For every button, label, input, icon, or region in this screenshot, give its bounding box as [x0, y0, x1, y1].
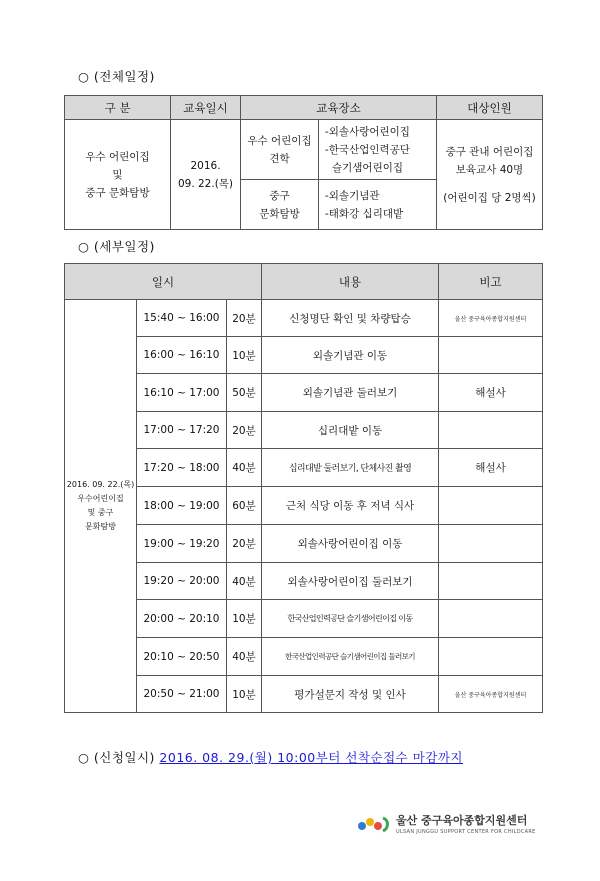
note-cell: 해설사 [439, 374, 543, 412]
apply-label: ○ (신청일시) [78, 750, 155, 765]
center-name: 울산 중구육아종합지원센터 [396, 814, 528, 827]
note-cell [439, 638, 543, 676]
content-cell: 평가설문지 작성 및 인사 [262, 676, 439, 713]
header-content: 내용 [262, 264, 439, 300]
target-line: (어린이집 당 2명씩) [443, 191, 536, 204]
header-place: 교육장소 [241, 96, 437, 120]
category-line: 및 [112, 168, 123, 181]
note-cell: 해설사 [439, 449, 543, 487]
content-cell: 외솔기념관 이동 [262, 337, 439, 374]
content-cell: 십리대밭 둘러보기, 단체사진 촬영 [262, 449, 439, 487]
date-cell [65, 300, 137, 713]
note-cell [439, 525, 543, 563]
center-name-english: ULSAN JUNGGU SUPPORT CENTER FOR CHILDCARE [396, 829, 536, 835]
duration-cell: 20분 [227, 300, 262, 337]
overall-schedule-title: ○ (전체일정) [78, 69, 155, 84]
content-cell: 근처 식당 이동 후 저녁 식사 [262, 487, 439, 525]
detail-schedule-table [64, 263, 543, 713]
note-cell [439, 487, 543, 525]
time-cell: 16:00 ~ 16:10 [137, 337, 227, 374]
content-cell: 외솔기념관 둘러보기 [262, 374, 439, 412]
category-line: 우수 어린이집 [85, 150, 150, 163]
place-label-line: 중구 [269, 189, 290, 202]
apply-period-link[interactable]: 2016. 08. 29.(월) 10:00부터 선착순접수 마감까지 [159, 750, 464, 765]
date-line: 2016. [190, 159, 221, 172]
target-line: 중구 관내 어린이집 [445, 145, 534, 158]
duration-cell: 20분 [227, 525, 262, 563]
place-list-cell [319, 120, 437, 180]
place-item: -한국산업인력공단 [325, 143, 410, 156]
content-cell: 신청명단 확인 및 차량탑승 [262, 300, 439, 337]
date-line: 우수어린이집 [77, 494, 124, 503]
duration-cell: 60분 [227, 487, 262, 525]
place-label-cell [241, 180, 319, 230]
place-label-line: 문화탐방 [259, 207, 300, 220]
date-line: 및 중구 [87, 508, 114, 517]
date-line: 문화탐방 [85, 522, 116, 531]
time-cell: 20:50 ~ 21:00 [137, 676, 227, 713]
target-cell [437, 120, 543, 230]
duration-cell: 10분 [227, 676, 262, 713]
date-line: 2016. 09. 22.(목) [66, 480, 135, 489]
content-cell: 외솔사랑어린이집 둘러보기 [262, 563, 439, 600]
time-cell: 20:10 ~ 20:50 [137, 638, 227, 676]
target-line: 보육교사 40명 [455, 163, 524, 176]
target-line [437, 179, 542, 189]
time-cell: 19:00 ~ 19:20 [137, 525, 227, 563]
duration-cell: 40분 [227, 449, 262, 487]
time-cell: 19:20 ~ 20:00 [137, 563, 227, 600]
note-cell: 울산 중구육아종합지원센터 [439, 676, 543, 713]
duration-cell: 40분 [227, 563, 262, 600]
time-cell: 20:00 ~ 20:10 [137, 600, 227, 638]
footer-logo [356, 812, 536, 835]
time-cell: 16:10 ~ 17:00 [137, 374, 227, 412]
place-list-cell [319, 180, 437, 230]
place-item: -외솔사랑어린이집 [325, 125, 410, 138]
date-cell [171, 120, 241, 230]
duration-cell: 40분 [227, 638, 262, 676]
place-label-line: 견학 [269, 152, 290, 165]
category-line: 중구 문화탐방 [85, 186, 150, 199]
content-cell: 외솔사랑어린이집 이동 [262, 525, 439, 563]
duration-cell: 20분 [227, 412, 262, 449]
header-datetime: 일시 [65, 264, 262, 300]
note-cell [439, 337, 543, 374]
place-item: -태화강 십리대밭 [325, 207, 404, 220]
header-note: 비고 [439, 264, 543, 300]
category-cell [65, 120, 171, 230]
place-label-line: 우수 어린이집 [247, 134, 312, 147]
duration-cell: 10분 [227, 600, 262, 638]
duration-cell: 10분 [227, 337, 262, 374]
content-cell: 한국산업인력공단 슬기샘어린이집 둘러보기 [262, 638, 439, 676]
detail-schedule-title: ○ (세부일정) [78, 239, 155, 254]
content-cell: 십리대밭 이동 [262, 412, 439, 449]
time-cell: 17:20 ~ 18:00 [137, 449, 227, 487]
time-cell: 17:00 ~ 17:20 [137, 412, 227, 449]
duration-cell: 50분 [227, 374, 262, 412]
header-target: 대상인원 [437, 96, 543, 120]
note-cell [439, 412, 543, 449]
content-cell: 한국산업인력공단 슬기샘어린이집 이동 [262, 600, 439, 638]
place-item: -외솔기념관 [325, 189, 380, 202]
note-cell: 울산 중구육아종합지원센터 [439, 300, 543, 337]
overall-schedule-table [64, 95, 543, 230]
place-item: 슬기샘어린이집 [332, 161, 404, 174]
center-logo-icon [356, 814, 390, 834]
time-cell: 15:40 ~ 16:00 [137, 300, 227, 337]
note-cell [439, 600, 543, 638]
place-label-cell [241, 120, 319, 180]
time-cell: 18:00 ~ 19:00 [137, 487, 227, 525]
date-line: 09. 22.(목) [177, 177, 234, 190]
header-date: 교육일시 [171, 96, 241, 120]
apply-line [78, 748, 463, 766]
header-category: 구 분 [65, 96, 171, 120]
note-cell [439, 563, 543, 600]
